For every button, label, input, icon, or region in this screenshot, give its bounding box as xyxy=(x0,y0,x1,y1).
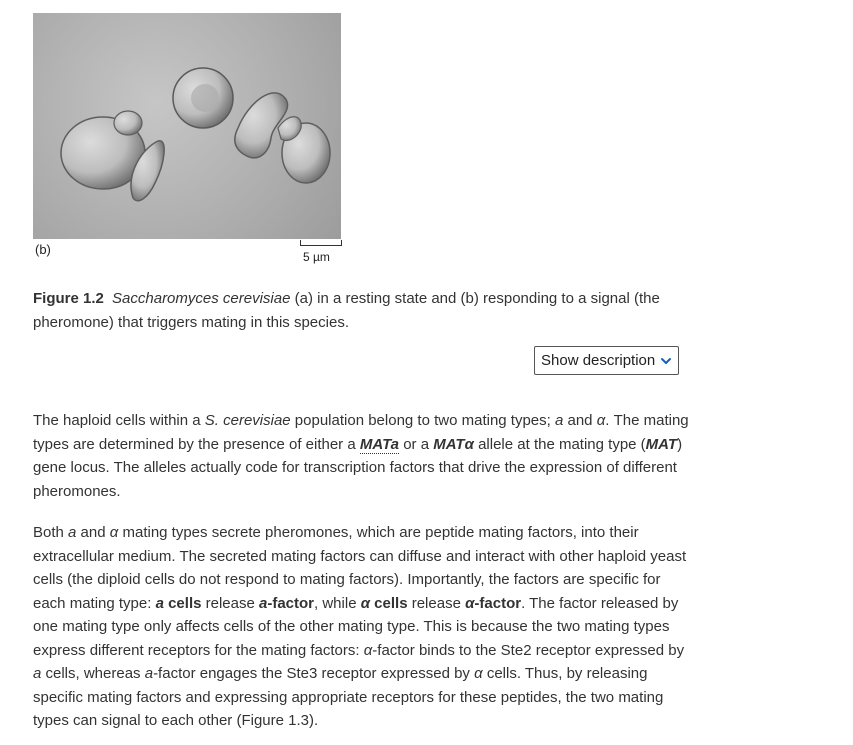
show-description-label: Show description xyxy=(541,352,656,369)
figure-caption xyxy=(33,287,693,335)
figure-number: Figure 1.2 xyxy=(33,290,104,307)
yeast-micrograph xyxy=(33,13,341,239)
term-alpha-cells: α cells xyxy=(360,594,408,612)
yeast-cells-illustration xyxy=(33,13,341,239)
scale-bar xyxy=(300,238,342,248)
caption-species: Saccharomyces cerevisiae xyxy=(112,290,291,307)
paragraph-mating-types: The haploid cells within a S. cerevisiae population belong to two mating types; a and α. The mating types are determined by the presence of either a MATa or a MATα allele at the mating type (MAT) gene locus. The alleles actually code for transcription factors that drive the expression of different pheromones. xyxy=(33,412,689,500)
term-mat: MAT xyxy=(645,435,678,453)
show-description-button[interactable] xyxy=(534,346,679,375)
paragraph-mating-factors: Both a and α mating types secrete pheromones, which are peptide mating factors, into their extracellular medium. The secreted mating factors can diffuse and interact with other haploid yeast cells (the diploid cells do not respond to mating factors). Importantly, the factors are specific for each mating type: a cells release a-factor, while α cells release α-factor. The factor released by one mating type only affects cells of the other mating type. This is because the two mating types express different receptors for the mating factors: α-factor binds to the Ste2 receptor expressed by a cells, whereas a-factor engages the Ste3 receptor expressed by α cells. Thus, by releasing specific mating factors and expressing appropriate receptors for these peptides, the two mating types can signal to each other (Figure 1.3). xyxy=(33,524,687,729)
panel-label: (b) xyxy=(35,242,51,257)
caption-text: (a) in a resting state and (b) responding to a signal (the pheromone) that triggers mating in this species. xyxy=(33,290,660,331)
glossary-link-mata[interactable]: MATa xyxy=(359,435,400,453)
chevron-down-icon xyxy=(660,355,672,367)
scale-label: 5 µm xyxy=(303,250,330,264)
term-a-factor: a-factor xyxy=(259,594,315,612)
term-a-cells: a cells xyxy=(155,594,202,612)
term-matalpha: MATα xyxy=(433,435,474,453)
term-alpha-factor: α-factor xyxy=(465,594,522,612)
